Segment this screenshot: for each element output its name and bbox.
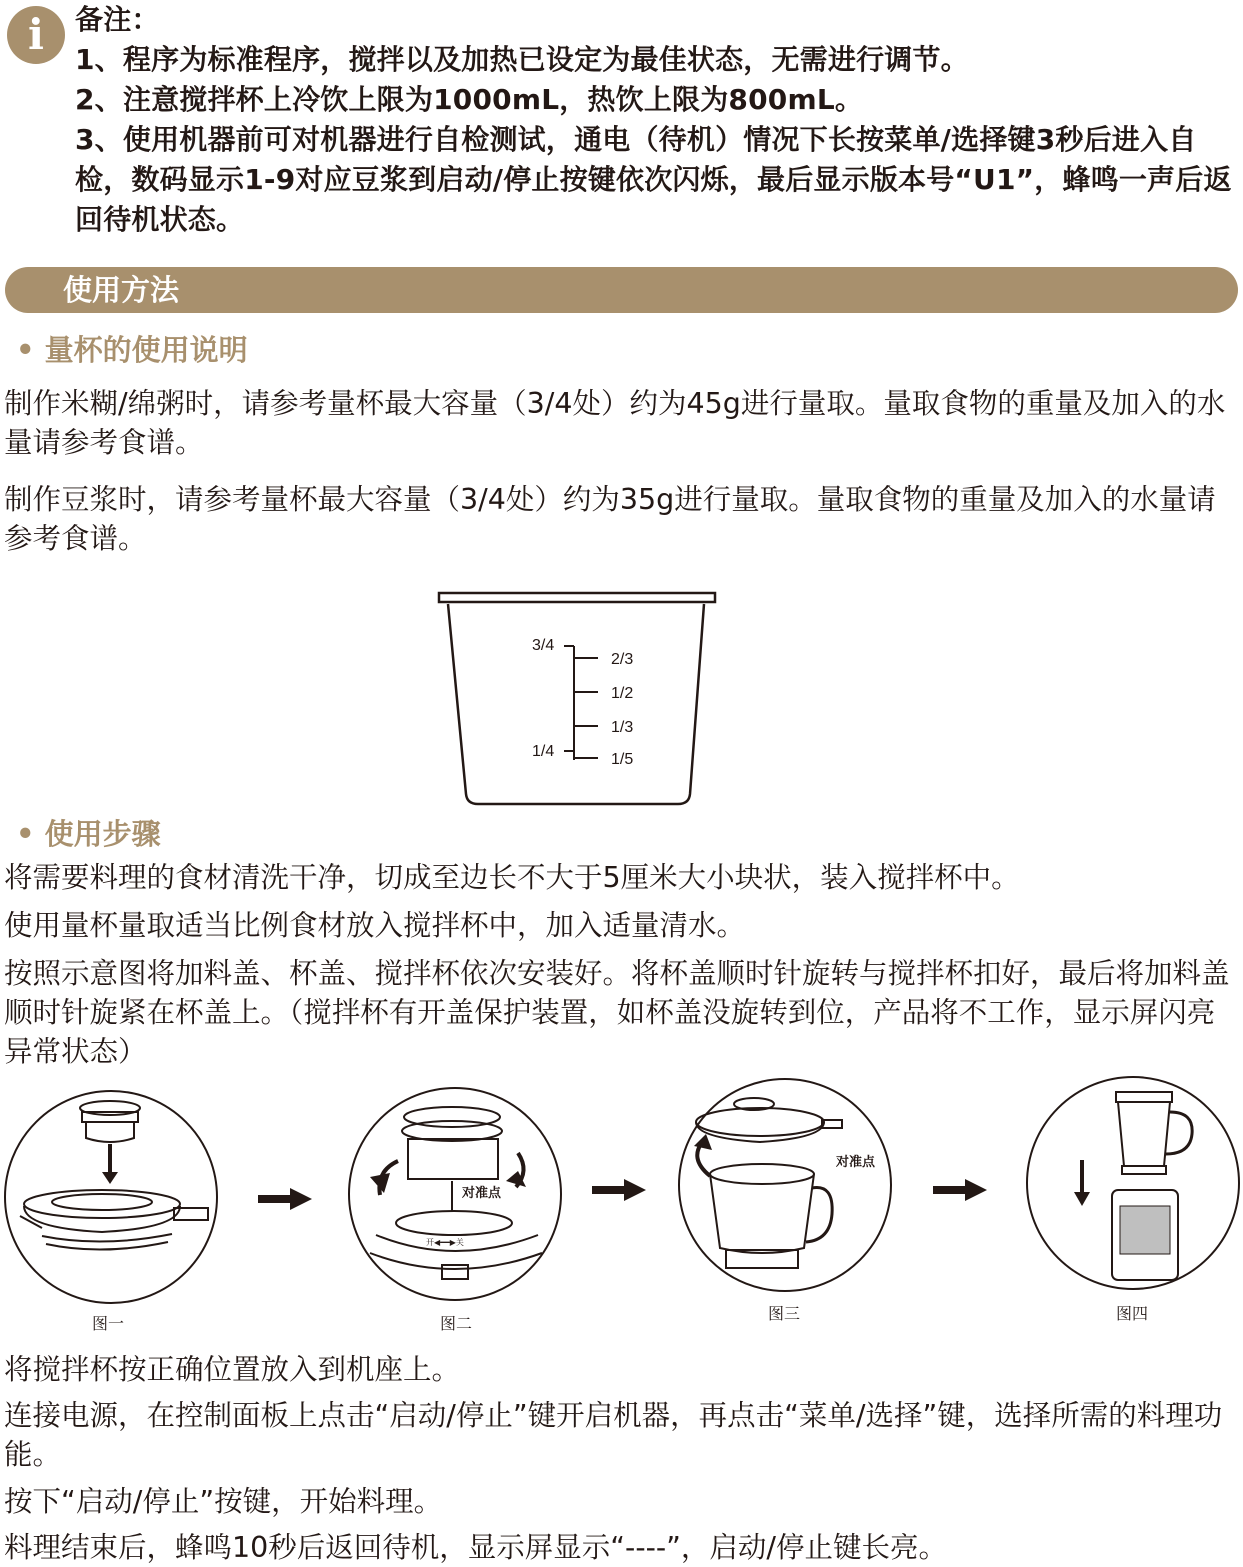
cup-mark-1-3: 1/3 bbox=[611, 719, 634, 736]
figure-2-align-label: 对准点 bbox=[462, 1186, 502, 1201]
arrow-right-icon bbox=[933, 1179, 987, 1201]
note-block bbox=[75, 0, 1240, 240]
info-icon: i bbox=[7, 6, 65, 64]
step-text-4: 将搅拌杯按正确位置放入到机座上。 bbox=[4, 1353, 461, 1386]
figure-3-caption: 图三 bbox=[768, 1304, 801, 1323]
cup-usage-paragraph-2: 制作豆浆时，请参考量杯最大容量（3/4处）约为35g进行量取。量取食物的重量及加入的水量请参考食谱。 bbox=[4, 483, 1216, 555]
figure-1-caption: 图一 bbox=[92, 1314, 125, 1333]
steps-heading: • 使用步骤 bbox=[16, 817, 161, 851]
figure-4-illustration bbox=[1024, 1074, 1242, 1292]
measuring-cup-illustration bbox=[436, 590, 718, 810]
cup-mark-1-2: 1/2 bbox=[611, 685, 634, 702]
figure-3-illustration bbox=[676, 1076, 894, 1294]
cup-mark-1-5: 1/5 bbox=[611, 751, 634, 768]
note-title: 备注： bbox=[75, 3, 160, 36]
step-text-3: 按照示意图将加料盖、杯盖、搅拌杯依次安装好。将杯盖顺时针旋转与搅拌杯扣好，最后将加料盖顺时针旋紧在杯盖上。（搅拌杯有开盖保护装置，如杯盖没旋转到位，产品将不工作，显示屏闪亮异常状态） bbox=[4, 957, 1230, 1068]
cup-mark-1-4: 1/4 bbox=[532, 743, 555, 760]
figure-2-lock-label: 开◀━━▶关 bbox=[426, 1238, 464, 1247]
note-item-3: 3、使用机器前可对机器进行自检测试，通电（待机）情况下长按菜单/选择键3秒后进入自检，数码显示1-9对应豆浆到启动/停止按键依次闪烁，最后显示版本号“U1”，蜂鸣一声后返回待机状态。 bbox=[75, 123, 1232, 236]
cup-mark-2-3: 2/3 bbox=[611, 651, 634, 668]
note-item-2: 2、注意搅拌杯上冷饮上限为1000mL，热饮上限为800mL。 bbox=[75, 83, 864, 116]
cup-mark-3-4: 3/4 bbox=[532, 637, 555, 654]
figure-3-align-label: 对准点 bbox=[836, 1155, 876, 1170]
step-text-2: 使用量杯量取适当比例食材放入搅拌杯中，加入适量清水。 bbox=[4, 909, 746, 942]
arrow-right-icon bbox=[258, 1188, 312, 1210]
arrow-right-icon bbox=[592, 1179, 646, 1201]
step-text-6: 按下“启动/停止”按键，开始料理。 bbox=[4, 1485, 443, 1518]
figure-4-caption: 图四 bbox=[1116, 1304, 1149, 1323]
step-text-1: 将需要料理的食材清洗干净，切成至边长不大于5厘米大小块状，装入搅拌杯中。 bbox=[4, 861, 1020, 894]
figure-2-caption: 图二 bbox=[440, 1314, 473, 1333]
section-title: 使用方法 bbox=[63, 273, 180, 307]
step-text-7: 料理结束后，蜂鸣10秒后返回待机，显示屏显示“----”，启动/停止键长亮。 bbox=[4, 1531, 948, 1564]
section-header-bar bbox=[5, 267, 1238, 313]
step-text-5: 连接电源，在控制面板上点击“启动/停止”键开启机器，再点击“菜单/选择”键，选择所需的料理功能。 bbox=[4, 1399, 1223, 1471]
figure-2-illustration bbox=[346, 1085, 564, 1303]
cup-usage-paragraph-1: 制作米糊/绵粥时，请参考量杯最大容量（3/4处）约为45g进行量取。量取食物的重量及加入的水量请参考食谱。 bbox=[4, 387, 1226, 459]
note-item-1: 1、程序为标准程序，搅拌以及加热已设定为最佳状态，无需进行调节。 bbox=[75, 43, 969, 76]
cup-usage-heading: • 量杯的使用说明 bbox=[16, 333, 248, 367]
figure-1-illustration bbox=[2, 1088, 220, 1306]
